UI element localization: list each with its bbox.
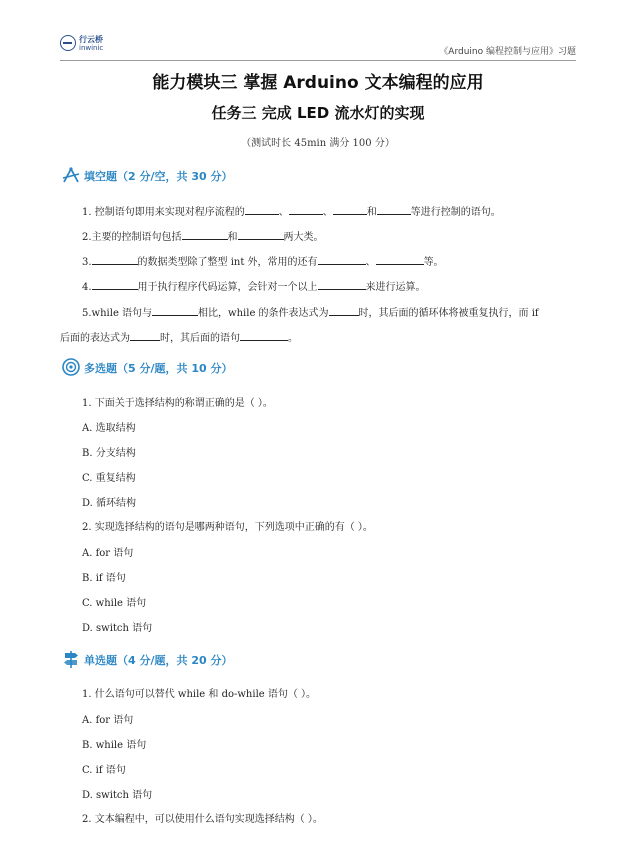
target-icon bbox=[62, 358, 80, 376]
page-subtitle: 任务三 完成 LED 流水灯的实现 bbox=[211, 104, 425, 122]
fill-question-5 bbox=[82, 304, 539, 319]
answer-blank[interactable] bbox=[376, 254, 424, 265]
q-text: 和 bbox=[227, 232, 238, 243]
option-d[interactable]: D. switch 语句 bbox=[82, 790, 153, 801]
option-c[interactable]: C. 重复结构 bbox=[82, 473, 136, 484]
q-text: 4. bbox=[82, 282, 92, 293]
option-c[interactable]: C. if 语句 bbox=[82, 765, 126, 776]
q-text: 时，其后面的循环体将被重复执行，而 if bbox=[358, 308, 539, 319]
section-label: 填空题（2 分/空，共 30 分） bbox=[84, 170, 233, 183]
answer-blank[interactable] bbox=[238, 229, 284, 240]
answer-blank[interactable] bbox=[182, 229, 228, 240]
q-text: 来进行运算。 bbox=[365, 282, 426, 293]
pen-icon bbox=[62, 166, 80, 184]
page-title: 能力模块三 掌握 Arduino 文本编程的应用 bbox=[152, 73, 484, 93]
section-label: 多选题（5 分/题，共 10 分） bbox=[84, 362, 233, 375]
logo-text-en: inwinic bbox=[79, 44, 104, 52]
multi-question-1: 1. 下面关于选择结构的称谓正确的是（ ）。 bbox=[82, 398, 273, 409]
option-b[interactable]: B. 分支结构 bbox=[82, 448, 136, 459]
q-text: 时，其后面的语句 bbox=[160, 333, 240, 344]
fill-question-3 bbox=[82, 253, 444, 268]
answer-blank[interactable] bbox=[333, 204, 367, 215]
answer-blank[interactable] bbox=[92, 279, 138, 290]
answer-blank[interactable] bbox=[318, 279, 366, 290]
q-text: 1. 控制语句即用来实现对程序流程的 bbox=[82, 207, 245, 218]
fill-question-5-cont bbox=[60, 329, 298, 344]
option-a[interactable]: A. for 语句 bbox=[82, 548, 134, 559]
answer-blank[interactable] bbox=[245, 204, 279, 215]
page-header bbox=[60, 30, 576, 61]
header-book-title: 《Arduino 编程控制与应用》习题 bbox=[439, 47, 576, 57]
answer-blank[interactable] bbox=[289, 204, 323, 215]
answer-blank[interactable] bbox=[377, 204, 411, 215]
option-a[interactable]: A. 选取结构 bbox=[82, 423, 136, 434]
logo-text-cn: 行云桥 bbox=[79, 35, 103, 44]
q-text: 相比，while 的条件表达式为 bbox=[198, 308, 329, 319]
answer-blank[interactable] bbox=[318, 254, 366, 265]
multi-question-2: 2. 实现选择结构的语句是哪两种语句，下列选项中正确的有（ ）。 bbox=[82, 522, 373, 533]
option-b[interactable]: B. if 语句 bbox=[82, 573, 126, 584]
q-text: 、 bbox=[365, 257, 376, 268]
q-text: 、 bbox=[278, 207, 289, 218]
q-text: 5.while 语句与 bbox=[82, 308, 153, 319]
signpost-icon bbox=[62, 650, 80, 668]
q-text: 、 bbox=[322, 207, 333, 218]
answer-blank[interactable] bbox=[240, 330, 288, 341]
option-d[interactable]: D. switch 语句 bbox=[82, 623, 153, 634]
logo-mark-icon bbox=[60, 35, 76, 51]
option-d[interactable]: D. 循环结构 bbox=[82, 498, 137, 509]
q-text: 等。 bbox=[423, 257, 444, 268]
logo bbox=[60, 30, 120, 56]
option-c[interactable]: C. while 语句 bbox=[82, 598, 147, 609]
section-label: 单选题（4 分/题，共 20 分） bbox=[84, 654, 233, 667]
single-question-1: 1. 什么语句可以替代 while 和 do-while 语句（ ）。 bbox=[82, 689, 317, 700]
answer-blank[interactable] bbox=[92, 254, 138, 265]
q-text: 用于执行程序代码运算，会针对一个以上 bbox=[137, 282, 318, 293]
q-text: 和 bbox=[366, 207, 377, 218]
q-text: 3. bbox=[82, 257, 92, 268]
option-b[interactable]: B. while 语句 bbox=[82, 740, 147, 751]
q-text: 2.主要的控制语句包括 bbox=[82, 232, 182, 243]
answer-blank[interactable] bbox=[152, 305, 198, 316]
q-text: 两大类。 bbox=[283, 232, 324, 243]
fill-question-1 bbox=[82, 203, 501, 218]
q-text: 。 bbox=[288, 333, 298, 344]
q-text: 后面的表达式为 bbox=[60, 333, 130, 344]
single-question-2: 2. 文本编程中，可以使用什么语句实现选择结构（ ）。 bbox=[82, 814, 323, 825]
fill-question-4 bbox=[82, 278, 426, 293]
q-text: 等进行控制的语句。 bbox=[410, 207, 501, 218]
option-a[interactable]: A. for 语句 bbox=[82, 715, 134, 726]
answer-blank[interactable] bbox=[130, 330, 160, 341]
fill-question-2 bbox=[82, 228, 324, 243]
q-text: 的数据类型除了整型 int 外，常用的还有 bbox=[137, 257, 318, 268]
test-meta: （测试时长 45min 满分 100 分） bbox=[241, 138, 395, 149]
answer-blank[interactable] bbox=[329, 305, 359, 316]
